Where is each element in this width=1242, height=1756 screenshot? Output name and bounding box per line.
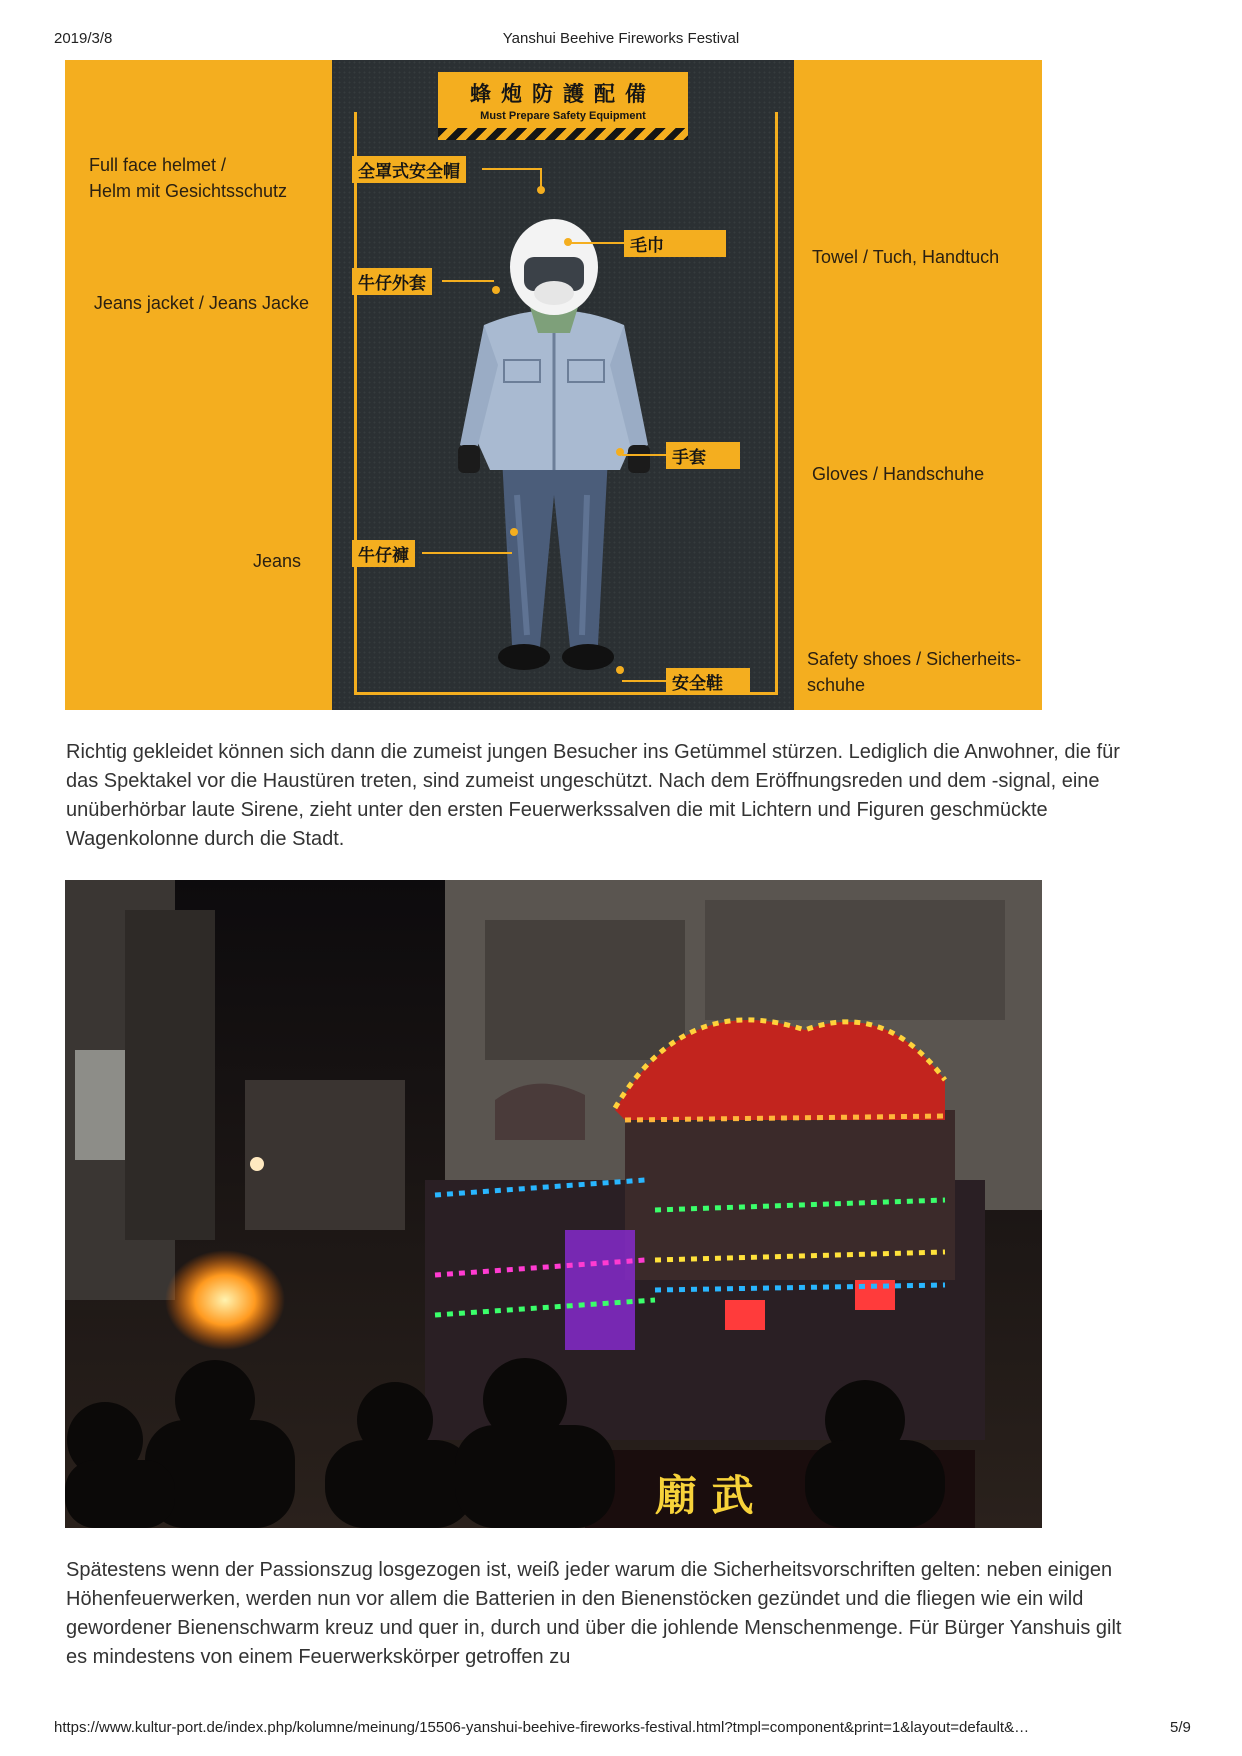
tag-jacket-zh: 牛仔外套 [352, 268, 432, 295]
tag-gloves-zh: 手套 [666, 442, 740, 469]
pointer-dot-helmet [537, 186, 545, 194]
label-shoes-line2: schuhe [807, 675, 866, 695]
label-towel: Towel / Tuch, Handtuch [812, 247, 1000, 267]
label-jacket: Jeans jacket / Jeans Jacke [93, 293, 309, 313]
print-date: 2019/3/8 [54, 30, 113, 47]
pointer-dot-jeans [510, 528, 518, 536]
banner-title: 蜂炮防護配備 [470, 82, 656, 106]
leader-line-helmet [482, 168, 542, 170]
page-title: Yanshui Beehive Fireworks Festival [502, 30, 740, 47]
leader-line-shoes [622, 680, 666, 682]
leader-line-gloves [622, 454, 666, 456]
pointer-dot-jacket [492, 286, 500, 294]
article-paragraph-1: Richtig gekleidet können sich dann die zumeist jungen Besucher ins Getümmel stürzen. Lediglich die Anwohner, die für das Spektakel vor die Haustüren treten, sind zumeist ungeschützt. Nach dem Eröffnungsreden und dem -signal, eine unüberhörbar laute Sirene, zieht unter den ersten Feuerwerkssalven die mit Lichtern und Figuren geschmückte Wagenkolonne durch die Stadt. [66, 741, 1120, 850]
label-helmet [89, 152, 287, 204]
infographic-banner [438, 72, 688, 140]
float-sign-text: 廟 武 [655, 1471, 754, 1520]
tag-towel-zh: 毛巾 [624, 230, 726, 257]
pointer-dot-gloves [616, 448, 624, 456]
pointer-dot-shoes [616, 666, 624, 674]
infographic-board [332, 60, 794, 710]
label-helmet-line1: Full face helmet / [89, 155, 227, 175]
hazard-stripes [438, 128, 688, 140]
tag-jeans-zh: 牛仔褲 [352, 540, 415, 567]
label-gloves: Gloves / Handschuhe [812, 464, 985, 484]
label-helmet-line2: Helm mit Gesichtsschutz [89, 181, 288, 201]
pointer-dot-towel [564, 238, 572, 246]
label-jeans: Jeans [252, 551, 301, 571]
page-number: 5/9 [1170, 1719, 1191, 1736]
person-figure-illustration [442, 195, 672, 695]
leader-line-towel [570, 242, 624, 244]
tag-helmet-zh: 全罩式安全帽 [352, 156, 466, 183]
article-paragraph-2: Spätestens wenn der Passionszug losgezogen ist, weiß jeder warum die Sicherheitsvorschriften gelten: neben einigen Höhenfeuerwerken, werden nun vor allem die Batterien in den Bienenstöcken gezündet und die fliegen wie ein wild gewordener Bienenschwarm kreuz und quer in, durch und über die johlende Menschenmenge. Für Bürger Yanshuis gilt es mindestens von einem Feuerwerkskörper getroffen zu [66, 1559, 1122, 1668]
banner-subtitle: Must Prepare Safety Equipment [480, 110, 646, 122]
safety-equipment-infographic [65, 60, 1042, 710]
festival-photo-illustration [65, 880, 1042, 1528]
label-shoes [807, 646, 1021, 698]
leader-line-jacket [442, 280, 494, 282]
festival-float-photo [65, 880, 1042, 1528]
leader-line-jeans [422, 552, 512, 554]
footer-url: https://www.kultur-port.de/index.php/kolumne/meinung/15506-yanshui-beehive-fireworks-festival.html?tmpl=component&print=1&layout=default&… [54, 1719, 1030, 1736]
tag-shoes-zh: 安全鞋 [666, 668, 750, 695]
label-shoes-line1: Safety shoes / Sicherheits- [807, 649, 1022, 669]
